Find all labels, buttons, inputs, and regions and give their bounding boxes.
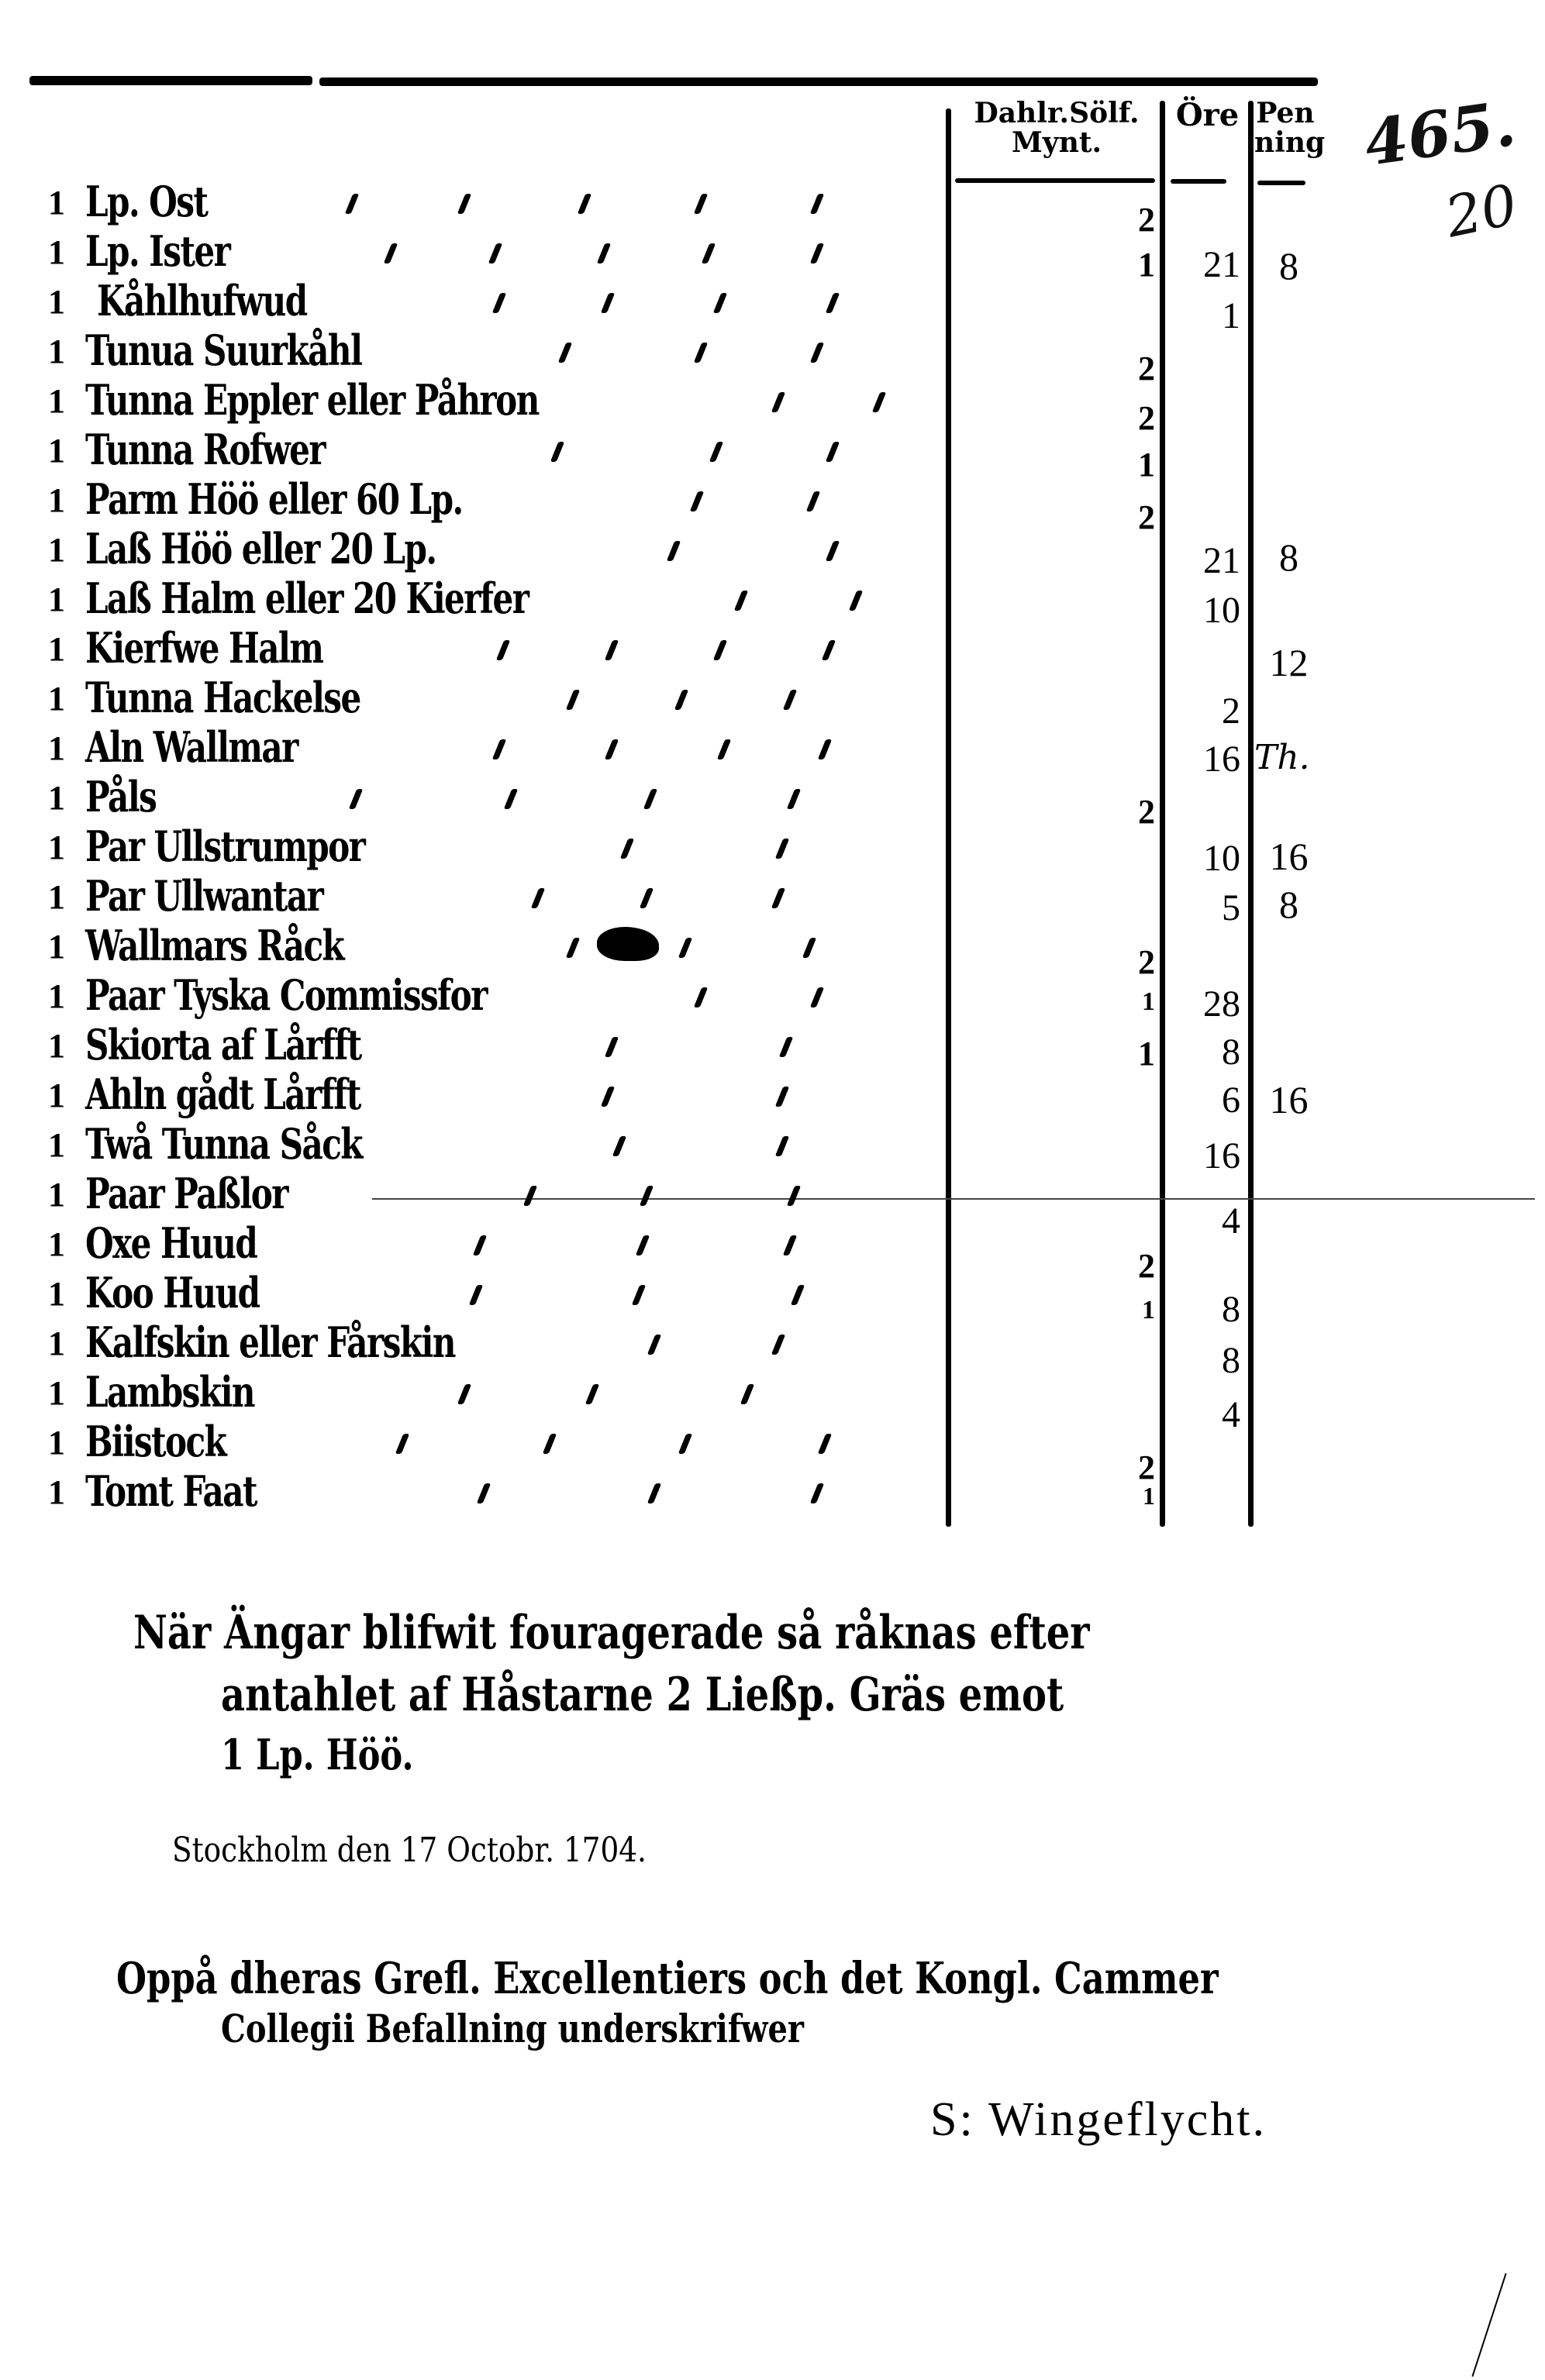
item-quantity: 1 — [48, 977, 65, 1015]
item-quantity: 1 — [48, 878, 65, 916]
table-row — [0, 524, 1545, 581]
top-rule-right — [319, 77, 1318, 86]
value-dahler: 2 — [1138, 399, 1155, 437]
value-dahler: 1 — [1142, 987, 1155, 1016]
ditto-mark-icon — [601, 1087, 616, 1107]
value-ore: 6 — [1222, 1080, 1240, 1121]
ditto-mark-icon — [566, 690, 581, 710]
item-label: Wallmars Råck — [85, 921, 344, 970]
value-penning: 8 — [1279, 883, 1298, 926]
value-penning: 16 — [1269, 1078, 1309, 1121]
ditto-mark-icon — [791, 1285, 805, 1305]
ditto-mark-icon — [810, 194, 825, 214]
item-quantity: 1 — [48, 531, 65, 569]
ink-blot — [597, 927, 659, 961]
item-label: Lambskin — [85, 1367, 254, 1417]
value-ore: 8 — [1222, 1289, 1240, 1330]
table-row — [0, 1069, 1545, 1119]
ditto-mark-icon — [787, 1186, 802, 1206]
ditto-mark-icon — [810, 987, 825, 1007]
table-row — [0, 821, 1545, 879]
value-ore: 28 — [1203, 983, 1240, 1025]
ditto-mark-icon — [709, 442, 724, 462]
value-dahler: 2 — [1138, 943, 1155, 981]
value-ore: 5 — [1222, 887, 1240, 928]
item-quantity: 1 — [48, 332, 65, 370]
value-penning: 8 — [1279, 536, 1298, 579]
ditto-mark-icon — [647, 1335, 662, 1355]
item-label: Lp. Ister — [85, 226, 230, 276]
ditto-mark-icon — [818, 739, 833, 759]
value-ore: 2 — [1222, 691, 1240, 732]
value-dahler: 1 — [1138, 446, 1155, 484]
value-ore: 16 — [1203, 739, 1240, 780]
item-quantity: 1 — [48, 1374, 65, 1412]
ditto-mark-icon — [678, 1434, 693, 1454]
item-quantity: 1 — [48, 1424, 65, 1462]
ditto-mark-icon — [775, 1136, 790, 1156]
ditto-mark-icon — [810, 1483, 825, 1503]
item-label: Kåhlhufwud — [97, 276, 307, 325]
item-quantity: 1 — [48, 1324, 65, 1362]
ditto-mark-icon — [566, 938, 581, 958]
item-quantity: 1 — [48, 729, 65, 767]
ditto-mark-icon — [543, 1434, 557, 1454]
item-label: Tunna Rofwer — [85, 425, 326, 474]
table-row — [0, 1417, 1545, 1486]
ditto-mark-icon — [717, 739, 732, 759]
ditto-mark-icon — [395, 1434, 410, 1454]
table-row — [0, 325, 1545, 387]
value-ore: 21 — [1203, 244, 1240, 285]
ditto-mark-icon — [771, 392, 786, 412]
ditto-mark-icon — [771, 1335, 786, 1355]
table-row — [0, 425, 1545, 484]
value-penning: 12 — [1269, 641, 1309, 684]
ditto-mark-icon — [810, 343, 825, 363]
value-dahler: 2 — [1138, 498, 1155, 536]
value-dahler: 2 — [1138, 350, 1155, 387]
value-ore: 4 — [1222, 1394, 1240, 1435]
header-ore: Öre — [1175, 97, 1240, 133]
ditto-mark-icon — [647, 1483, 662, 1503]
value-penning-handwritten: Th. — [1254, 738, 1310, 777]
ditto-mark-icon — [558, 343, 573, 363]
value-dahler: 2 — [1138, 201, 1155, 239]
value-ore: 10 — [1203, 838, 1240, 879]
value-ore: 10 — [1203, 590, 1240, 631]
item-label: Parm Höö eller 60 Lp. — [85, 474, 463, 524]
item-quantity: 1 — [48, 779, 65, 817]
item-label: Tunua Suurkåhl — [85, 325, 362, 375]
ditto-mark-icon — [601, 293, 616, 313]
value-dahler: 1 — [1142, 1296, 1155, 1324]
ditto-mark-icon — [849, 591, 864, 611]
value-ore: 16 — [1203, 1135, 1240, 1176]
table-row — [0, 1169, 1545, 1242]
ditto-mark-icon — [605, 640, 619, 660]
ditto-mark-icon — [531, 888, 546, 908]
ditto-mark-icon — [702, 243, 716, 263]
item-quantity: 1 — [48, 1275, 65, 1313]
item-quantity: 1 — [48, 432, 65, 470]
item-label: Paar Tyska Commissfor — [85, 970, 487, 1020]
item-label: Kalfskin eller Fårskin — [85, 1317, 455, 1367]
table-row — [0, 375, 1545, 437]
ditto-mark-icon — [612, 1136, 627, 1156]
table-row — [0, 871, 1545, 928]
signature: S: Wingeflycht. — [930, 2093, 1267, 2146]
item-label: Oxe Huud — [85, 1218, 257, 1268]
ditto-mark-icon — [694, 194, 709, 214]
table-row — [0, 1119, 1545, 1176]
table-row — [0, 1317, 1545, 1381]
ditto-mark-icon — [477, 1483, 491, 1503]
value-dahler: 2 — [1138, 1247, 1155, 1285]
item-quantity: 1 — [48, 1076, 65, 1114]
ditto-mark-icon — [826, 442, 840, 462]
ditto-mark-icon — [806, 491, 821, 511]
value-dahler: 1 — [1143, 1482, 1155, 1510]
ditto-mark-icon — [674, 690, 689, 710]
table-row — [0, 226, 1545, 288]
ditto-mark-icon — [826, 293, 840, 313]
ditto-mark-icon — [822, 640, 836, 660]
ditto-mark-icon — [636, 1235, 650, 1255]
table-row — [0, 1020, 1545, 1073]
ditto-mark-icon — [504, 789, 519, 809]
item-label: Tunna Eppler eller Påhron — [85, 375, 539, 425]
note-line-1: När Ängar blifwit fouragerade så råknas efter — [133, 1606, 1090, 1660]
ditto-mark-icon — [578, 194, 592, 214]
table-row — [0, 1466, 1545, 1516]
ditto-mark-icon — [643, 789, 658, 809]
item-label: Påls — [85, 772, 157, 821]
ditto-mark-icon — [492, 293, 507, 313]
ditto-mark-icon — [779, 1037, 794, 1057]
ditto-mark-icon — [771, 888, 786, 908]
item-quantity: 1 — [48, 928, 65, 966]
ditto-mark-icon — [872, 392, 887, 412]
authority-line-2: Collegii Befallning underskrifwer — [221, 2006, 804, 2051]
item-quantity: 1 — [48, 1473, 65, 1511]
ditto-mark-icon — [690, 491, 705, 511]
ditto-mark-icon — [818, 1434, 833, 1454]
value-penning: 8 — [1279, 244, 1298, 288]
ditto-mark-icon — [384, 243, 398, 263]
ditto-mark-icon — [597, 243, 612, 263]
ditto-mark-icon — [605, 739, 619, 759]
item-quantity: 1 — [48, 1176, 65, 1214]
note-line-2: antahlet af Håstarne 2 Ließp. Gräs emot — [221, 1668, 1064, 1722]
item-quantity: 1 — [48, 1126, 65, 1164]
authority-line-1: Oppå dheras Grefl. Excellentiers och det Kongl. Cammer — [116, 1953, 1219, 2004]
item-quantity: 1 — [48, 630, 65, 668]
ditto-mark-icon — [740, 1384, 755, 1404]
ditto-mark-icon — [585, 1384, 600, 1404]
item-label: Lp. Ost — [85, 177, 208, 226]
ditto-mark-icon — [826, 541, 840, 561]
value-ore: 8 — [1222, 1032, 1240, 1073]
table-row — [0, 722, 1545, 780]
value-ore: 4 — [1222, 1200, 1240, 1242]
note-line-3: 1 Lp. Höö. — [221, 1730, 414, 1779]
ditto-mark-icon — [550, 442, 565, 462]
value-ore: 1 — [1222, 295, 1240, 336]
item-quantity: 1 — [48, 382, 65, 420]
ditto-mark-icon — [734, 591, 749, 611]
item-label: Koo Huud — [85, 1268, 260, 1317]
ditto-mark-icon — [775, 839, 790, 859]
ditto-mark-icon — [349, 789, 364, 809]
ditto-mark-icon — [640, 888, 654, 908]
ditto-mark-icon — [713, 293, 728, 313]
ditto-mark-icon — [492, 739, 507, 759]
ditto-mark-icon — [457, 1384, 472, 1404]
ditto-mark-icon — [620, 839, 635, 859]
table-row — [0, 1367, 1545, 1435]
item-label: Laß Höö eller 20 Lp. — [85, 524, 436, 573]
table-row — [0, 772, 1545, 831]
item-label: Tomt Faat — [85, 1466, 257, 1516]
item-quantity: 1 — [48, 828, 65, 866]
ditto-mark-icon — [640, 1186, 654, 1206]
table-row — [0, 276, 1545, 336]
table-row — [0, 1268, 1545, 1330]
table-row — [0, 673, 1545, 732]
item-quantity: 1 — [48, 184, 65, 222]
value-ore: 8 — [1222, 1340, 1240, 1381]
ditto-mark-icon — [775, 1087, 790, 1107]
item-quantity: 1 — [48, 481, 65, 519]
ditto-mark-icon — [678, 938, 693, 958]
table-row — [0, 1218, 1545, 1285]
ditto-mark-icon — [783, 1235, 798, 1255]
strikethrough-line — [372, 1198, 1535, 1200]
item-quantity: 1 — [48, 680, 65, 718]
item-label: Biistock — [85, 1417, 226, 1466]
ditto-mark-icon — [810, 243, 825, 263]
header-dahler: Dahlr.Sölf. Mynt. — [974, 97, 1140, 159]
item-label: Ahln gådt Lårfft — [85, 1069, 360, 1119]
value-dahler: 2 — [1138, 1448, 1155, 1486]
ditto-mark-icon — [457, 194, 472, 214]
item-label: Twå Tunna Såck — [85, 1119, 362, 1169]
top-rule-left — [29, 76, 312, 85]
ditto-mark-icon — [694, 343, 709, 363]
ditto-mark-icon — [713, 640, 728, 660]
value-dahler: 2 — [1138, 793, 1155, 831]
item-label: Skiorta af Lårfft — [85, 1020, 361, 1069]
table-row — [0, 921, 1545, 981]
item-quantity: 1 — [48, 1027, 65, 1065]
table-row — [0, 474, 1545, 536]
item-label: Tunna Hackelse — [85, 673, 360, 722]
header-penning: Pen ning — [1254, 97, 1326, 159]
value-dahler: 1 — [1138, 246, 1155, 284]
ditto-mark-icon — [802, 938, 817, 958]
ditto-mark-icon — [345, 194, 360, 214]
item-label: Par Ullwantar — [85, 871, 323, 921]
dateline: Stockholm den 17 Octobr. 1704. — [172, 1831, 647, 1870]
ditto-mark-icon — [694, 987, 709, 1007]
ditto-mark-icon — [605, 1037, 619, 1057]
ditto-mark-icon — [523, 1186, 538, 1206]
folio-number: 465. — [1360, 86, 1520, 181]
handwritten-number: 20 — [1440, 171, 1523, 250]
table-row — [0, 970, 1545, 1025]
ditto-mark-icon — [473, 1235, 488, 1255]
item-quantity: 1 — [48, 580, 65, 618]
table-row — [0, 177, 1545, 239]
ditto-mark-icon — [632, 1285, 647, 1305]
value-dahler: 1 — [1138, 1035, 1155, 1073]
item-quantity: 1 — [48, 233, 65, 271]
item-label: Par Ullstrumpor — [85, 821, 365, 871]
item-label: Kierfwe Halm — [85, 623, 323, 673]
item-label: Aln Wallmar — [85, 722, 298, 772]
ditto-mark-icon — [667, 541, 681, 561]
item-quantity: 1 — [48, 1225, 65, 1263]
page-edge-line — [1471, 2273, 1506, 2377]
item-quantity: 1 — [48, 283, 65, 321]
table-row — [0, 623, 1545, 684]
ditto-mark-icon — [787, 789, 802, 809]
ditto-mark-icon — [496, 640, 511, 660]
ditto-mark-icon — [488, 243, 503, 263]
item-label: Paar Paßlor — [85, 1169, 288, 1218]
table-row — [0, 573, 1545, 631]
item-label: Laß Halm eller 20 Kierfer — [85, 573, 529, 623]
ditto-mark-icon — [783, 690, 798, 710]
ditto-mark-icon — [469, 1285, 484, 1305]
value-ore: 21 — [1203, 540, 1240, 581]
value-penning: 16 — [1269, 835, 1309, 878]
